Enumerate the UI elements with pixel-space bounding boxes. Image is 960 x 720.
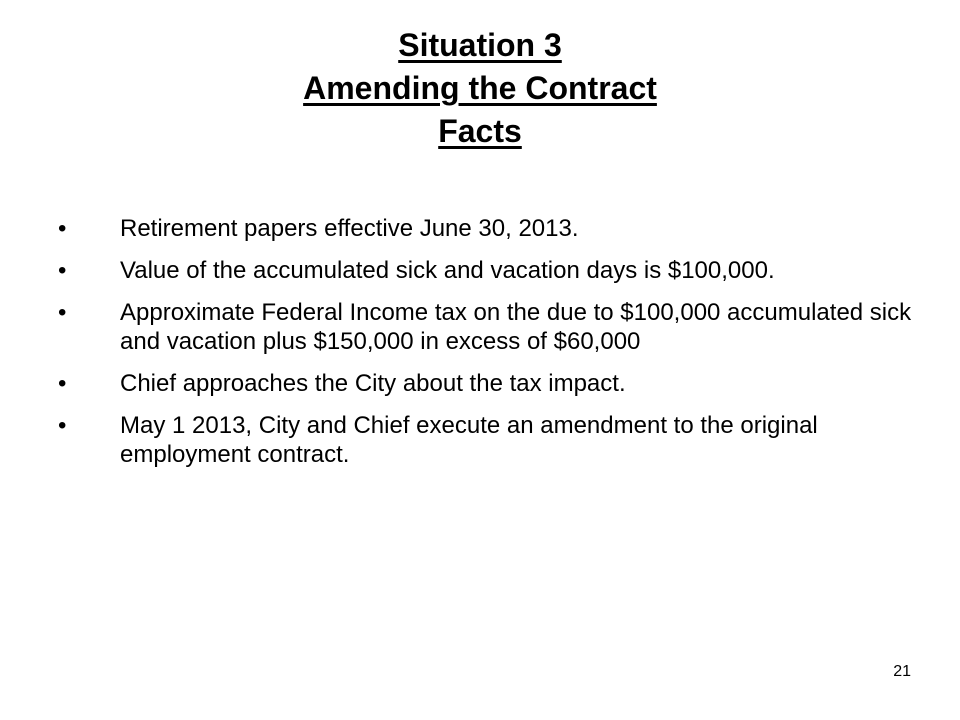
title-situation: Situation 3: [398, 27, 562, 63]
bullet-text: May 1 2013, City and Chief execute an amendment to the original employment contract.: [120, 412, 818, 468]
bullet-list: [0, 214, 960, 482]
bullet-marker: •: [58, 370, 67, 397]
title-subject: Amending the Contract: [303, 70, 657, 106]
bullet-text: Retirement papers effective June 30, 2013.: [120, 215, 579, 242]
title-section: Facts: [438, 113, 522, 149]
bullet-item: [0, 298, 960, 356]
bullet-text: Approximate Federal Income tax on the due to $100,000 accumulated sick and vacation plus $150,000 in excess of $60,000: [120, 299, 912, 355]
bullet-text: Chief approaches the City about the tax impact.: [120, 370, 626, 397]
bullet-marker: •: [58, 257, 67, 284]
bullet-item: [0, 256, 960, 285]
title-line-2: [0, 67, 960, 110]
bullet-item: [0, 369, 960, 398]
title-line-1: [0, 24, 960, 67]
bullet-marker: •: [58, 299, 67, 326]
title-line-3: [0, 110, 960, 153]
bullet-marker: •: [58, 412, 67, 439]
bullet-text: Value of the accumulated sick and vacation days is $100,000.: [120, 257, 775, 284]
bullet-item: [0, 411, 960, 469]
bullet-item: [0, 214, 960, 243]
page-number: 21: [893, 663, 911, 680]
slide-title: [0, 24, 960, 153]
bullet-marker: •: [58, 215, 67, 242]
